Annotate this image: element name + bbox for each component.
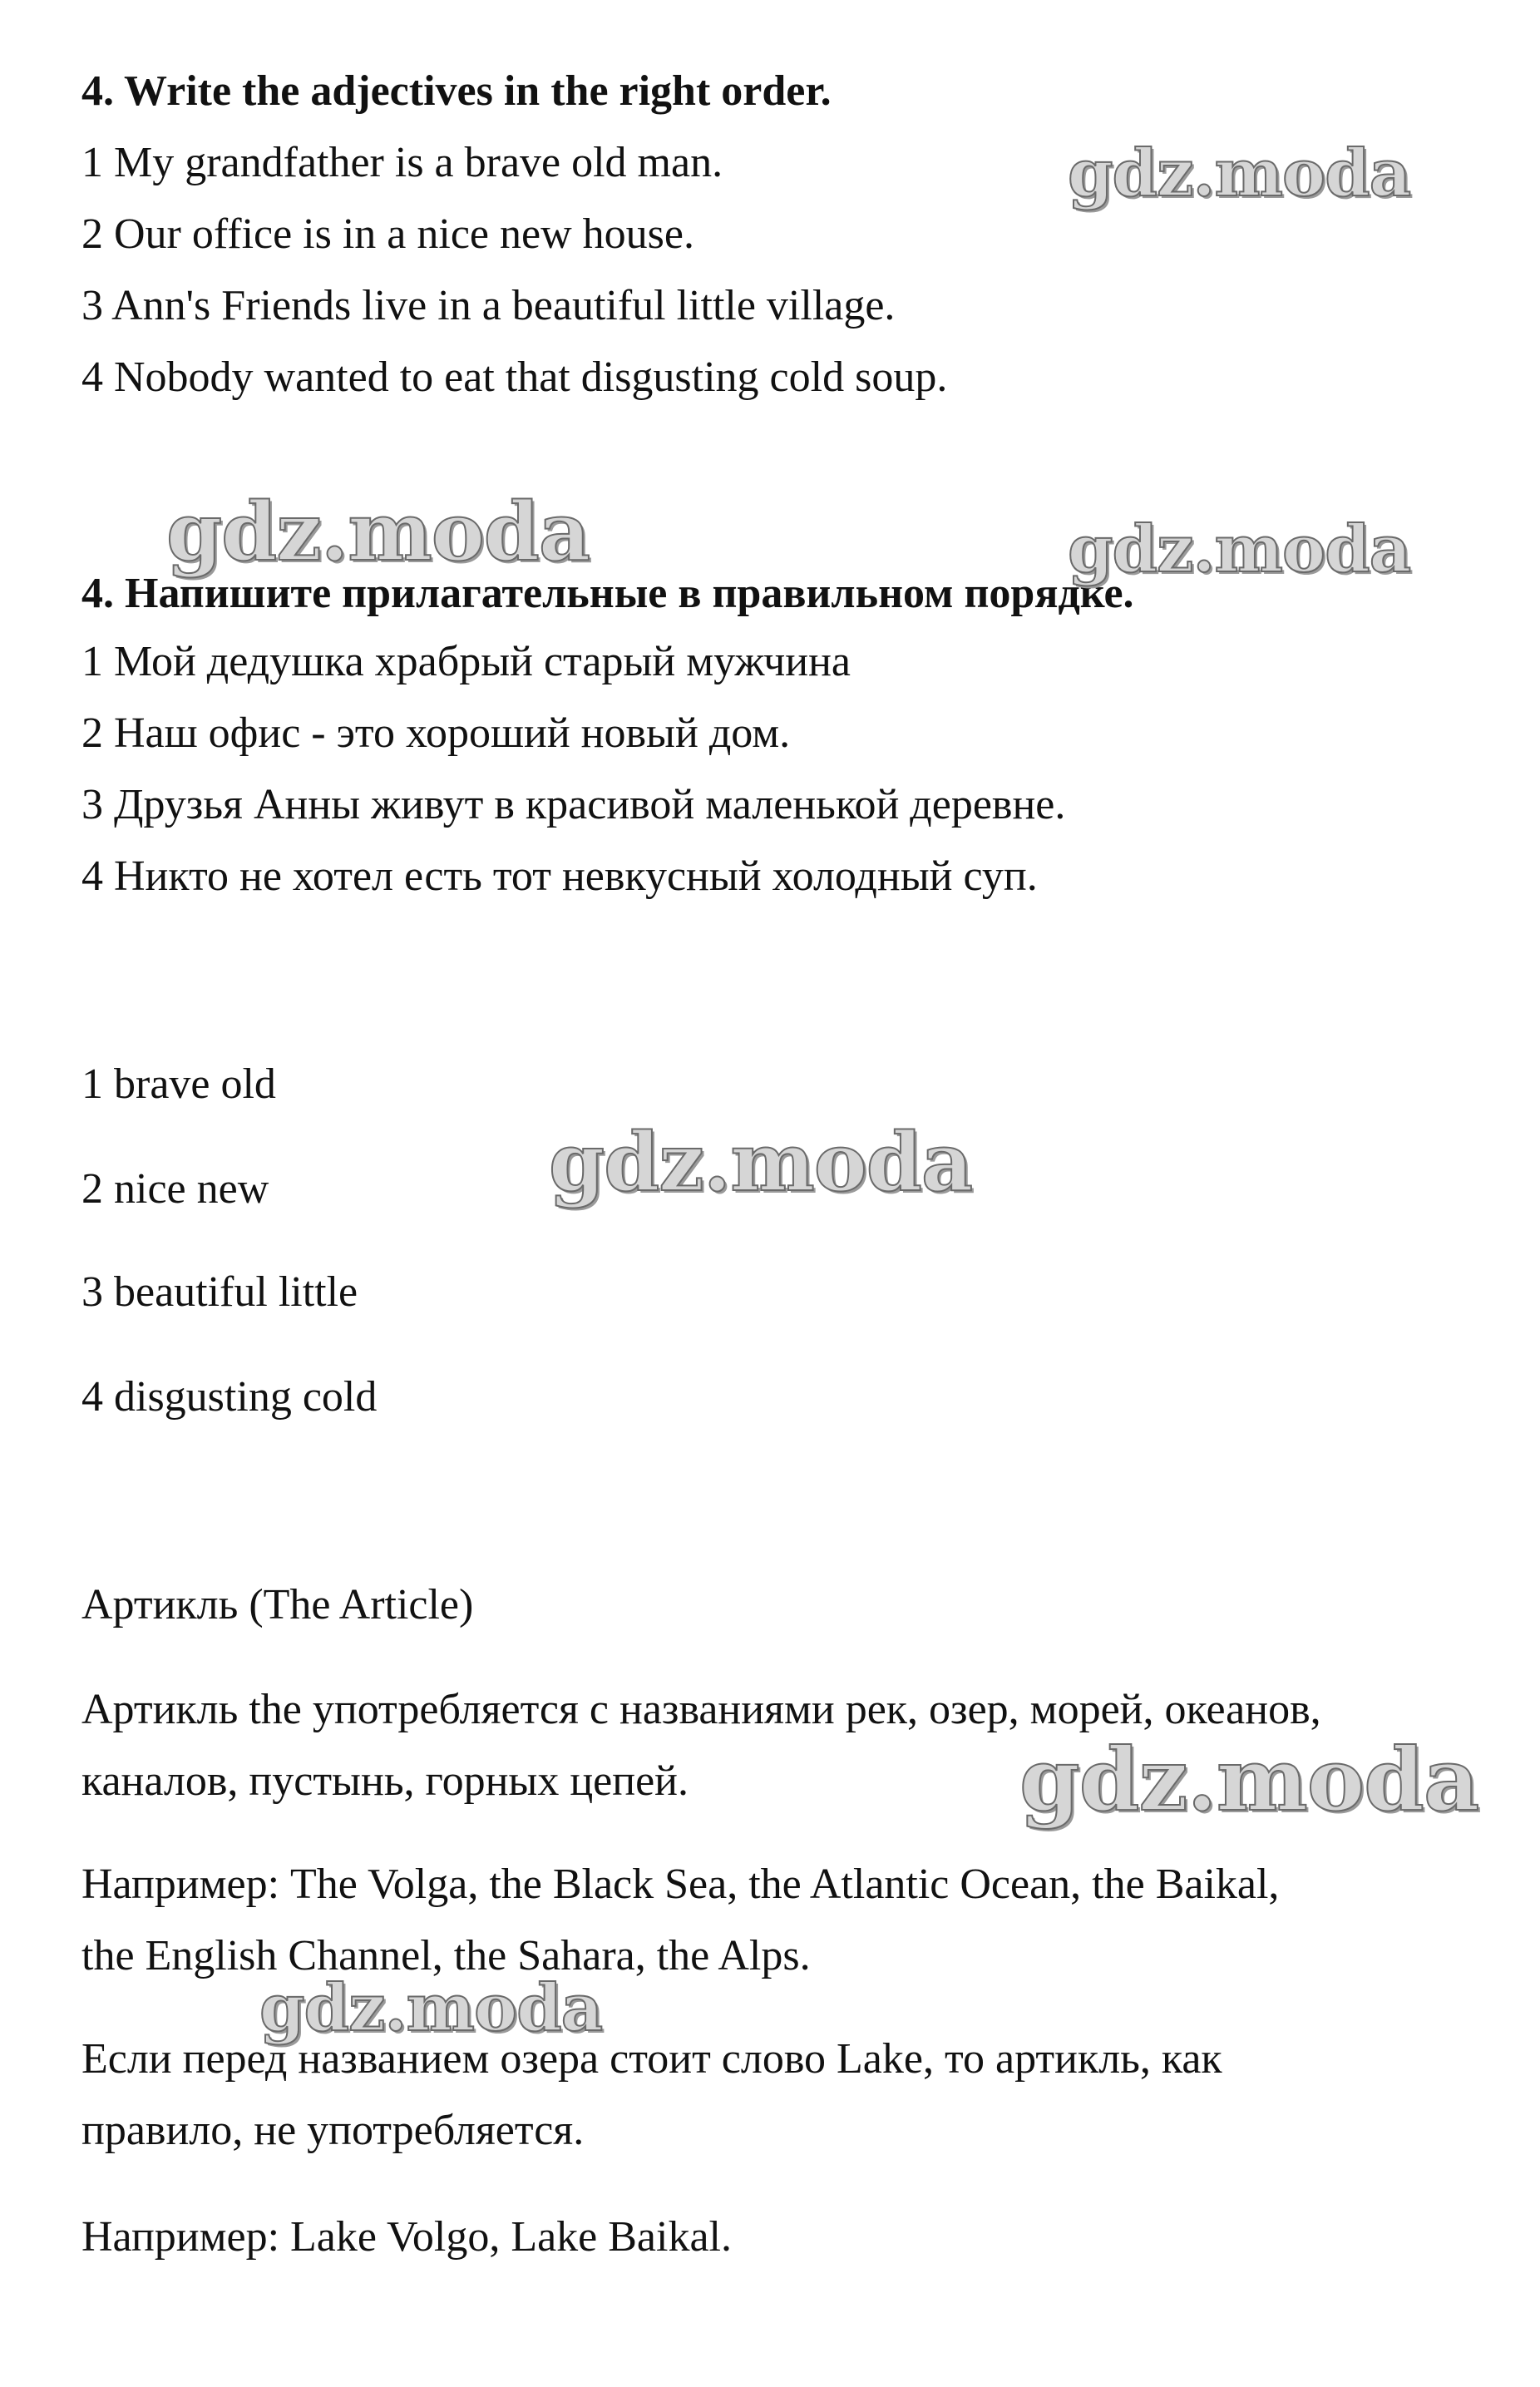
exercise-ru-line-4: 4 Никто не хотел есть тот невкусный холодный суп. [81,852,1038,900]
answer-3: 3 beautiful little [81,1268,358,1316]
exercise-ru-line-1: 1 Мой дедушка храбрый старый мужчина [81,638,851,685]
answer-4: 4 disgusting cold [81,1373,378,1421]
article-rule-1-line-1: Артикль the употребляется с названиями рек, озер, морей, океанов, [81,1686,1321,1733]
exercise-ru-title: 4. Напишите прилагательные в правильном порядке. [81,570,1134,617]
article-example-2: Например: Lake Volgo, Lake Baikal. [81,2213,732,2261]
article-heading: Артикль (The Article) [81,1581,474,1628]
exercise-en-line-2: 2 Our office is in a nice new house. [81,210,694,258]
exercise-ru-line-3: 3 Друзья Анны живут в красивой маленькой деревне. [81,781,1066,828]
watermark-logo: gdz.moda [166,485,590,579]
exercise-en-line-1: 1 My grandfather is a brave old man. [81,139,723,186]
article-rule-1-line-2: каналов, пустынь, горных цепей. [81,1757,689,1805]
watermark-logo: gdz.moda [549,1115,973,1209]
exercise-en-line-3: 3 Ann's Friends live in a beautiful little village. [81,282,896,329]
watermark-logo: gdz.moda [1019,1728,1479,1831]
answer-2: 2 nice new [81,1165,269,1213]
article-example-1-line-2: the English Channel, the Sahara, the Alps. [81,1932,811,1979]
exercise-ru-line-2: 2 Наш офис - это хороший новый дом. [81,709,791,757]
watermark-logo: gdz.moda [259,1970,603,2046]
article-rule-2-line-2: правило, не употребляется. [81,2107,585,2154]
watermark-logo: gdz.moda [1068,136,1411,211]
article-rule-2-line-1: Если перед названием озера стоит слово Lake, то артикль, как [81,2035,1222,2083]
article-example-1-line-1: Например: The Volga, the Black Sea, the Atlantic Ocean, the Baikal, [81,1861,1280,1908]
watermark-logo: gdz.moda [1068,512,1411,587]
exercise-en-line-4: 4 Nobody wanted to eat that disgusting cold soup. [81,353,948,401]
exercise-en-title: 4. Write the adjectives in the right order. [81,67,832,115]
answer-1: 1 brave old [81,1060,276,1108]
